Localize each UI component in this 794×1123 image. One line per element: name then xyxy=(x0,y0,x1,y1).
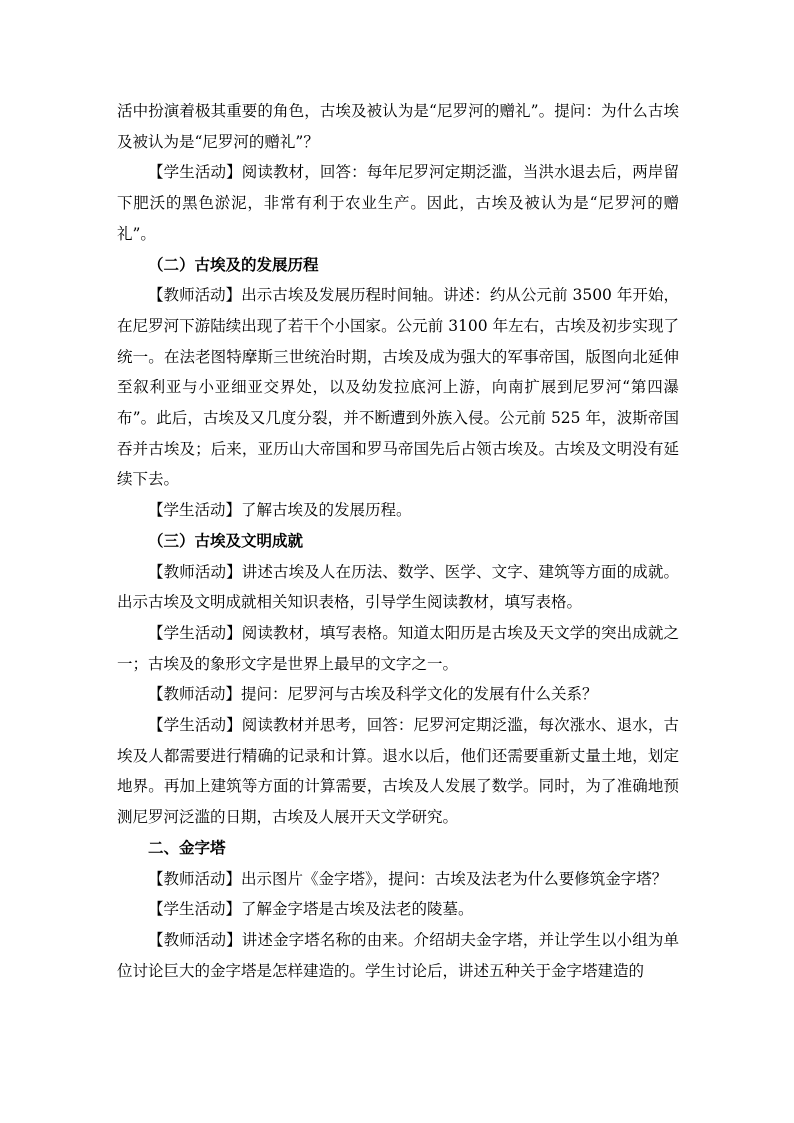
paragraph-student-development: 【学生活动】了解古埃及的发展历程。 xyxy=(148,501,412,520)
paragraph-teacher-question-nile-science: 【教师活动】提问：尼罗河与古埃及科学文化的发展有什么关系？ xyxy=(148,685,598,704)
paragraph-nile-gift-question: 活中扮演着极其重要的角色，古埃及被认为是“尼罗河的赠礼”。提问：为什么古埃及被认为是“尼罗河的赠礼”？ xyxy=(117,102,679,151)
section-heading-development: （二）古埃及的发展历程 xyxy=(148,254,319,274)
paragraph-teacher-pyramid-question: 【教师活动】出示图片《金字塔》，提问：古埃及法老为什么要修筑金字塔？ xyxy=(148,869,668,888)
paragraph-teacher-timeline: 【教师活动】出示古埃及发展历程时间轴。讲述：约从公元前 3500 年开始，在尼罗河下游陆续出现了若干个小国家。公元前 3100 年左右，古埃及初步实现了统一。在法老图特摩斯三世统治时期，古埃及成为强大的军事帝国，版图向北延伸至叙利亚与小亚细亚交界处，以及幼发拉底河上游，向南扩展到尼罗河“第四瀑布”。此后，古埃及又几度分裂，并不断遭到外族入侵。公元前 525 年，波斯帝国吞并古埃及；后来，亚历山大帝国和罗马帝国先后占领古埃及。古埃及文明没有延续下去。 xyxy=(117,286,679,489)
paragraph-student-answer-science: 【学生活动】阅读教材并思考，回答：尼罗河定期泛滥，每次涨水、退水，古埃及人都需要进行精确的记录和计算。退水以后，他们还需要重新丈量土地，划定地界。再加上建筑等方面的计算需要，古埃及人发展了数学。同时，为了准确地预测尼罗河泛滥的日期，古埃及人展开天文学研究。 xyxy=(117,716,679,827)
document-page xyxy=(117,96,679,986)
paragraph-teacher-pyramid-origin: 【教师活动】讲述金字塔名称的由来。介绍胡夫金字塔，并让学生以小组为单位讨论巨大的金字塔是怎样建造的。学生讨论后，讲述五种关于金字塔建造的 xyxy=(117,930,679,980)
section-heading-achievements: （三）古埃及文明成就 xyxy=(148,530,304,550)
paragraph-student-table: 【学生活动】阅读教材，填写表格。知道太阳历是古埃及天文学的突出成就之一；古埃及的象形文字是世界上最早的文字之一。 xyxy=(117,623,679,673)
paragraph-teacher-achievements: 【教师活动】讲述古埃及人在历法、数学、医学、文字、建筑等方面的成就。出示古埃及文明成就相关知识表格，引导学生阅读教材，填写表格。 xyxy=(117,562,679,612)
section-heading-pyramids: 二、金字塔 xyxy=(148,837,226,857)
paragraph-student-pyramid-tomb: 【学生活动】了解金字塔是古埃及法老的陵墓。 xyxy=(148,900,474,919)
paragraph-student-answer-nile: 【学生活动】阅读教材，回答：每年尼罗河定期泛滥，当洪水退去后，两岸留下肥沃的黑色淤泥，非常有利于农业生产。因此，古埃及被认为是“尼罗河的赠礼”。 xyxy=(117,163,679,243)
